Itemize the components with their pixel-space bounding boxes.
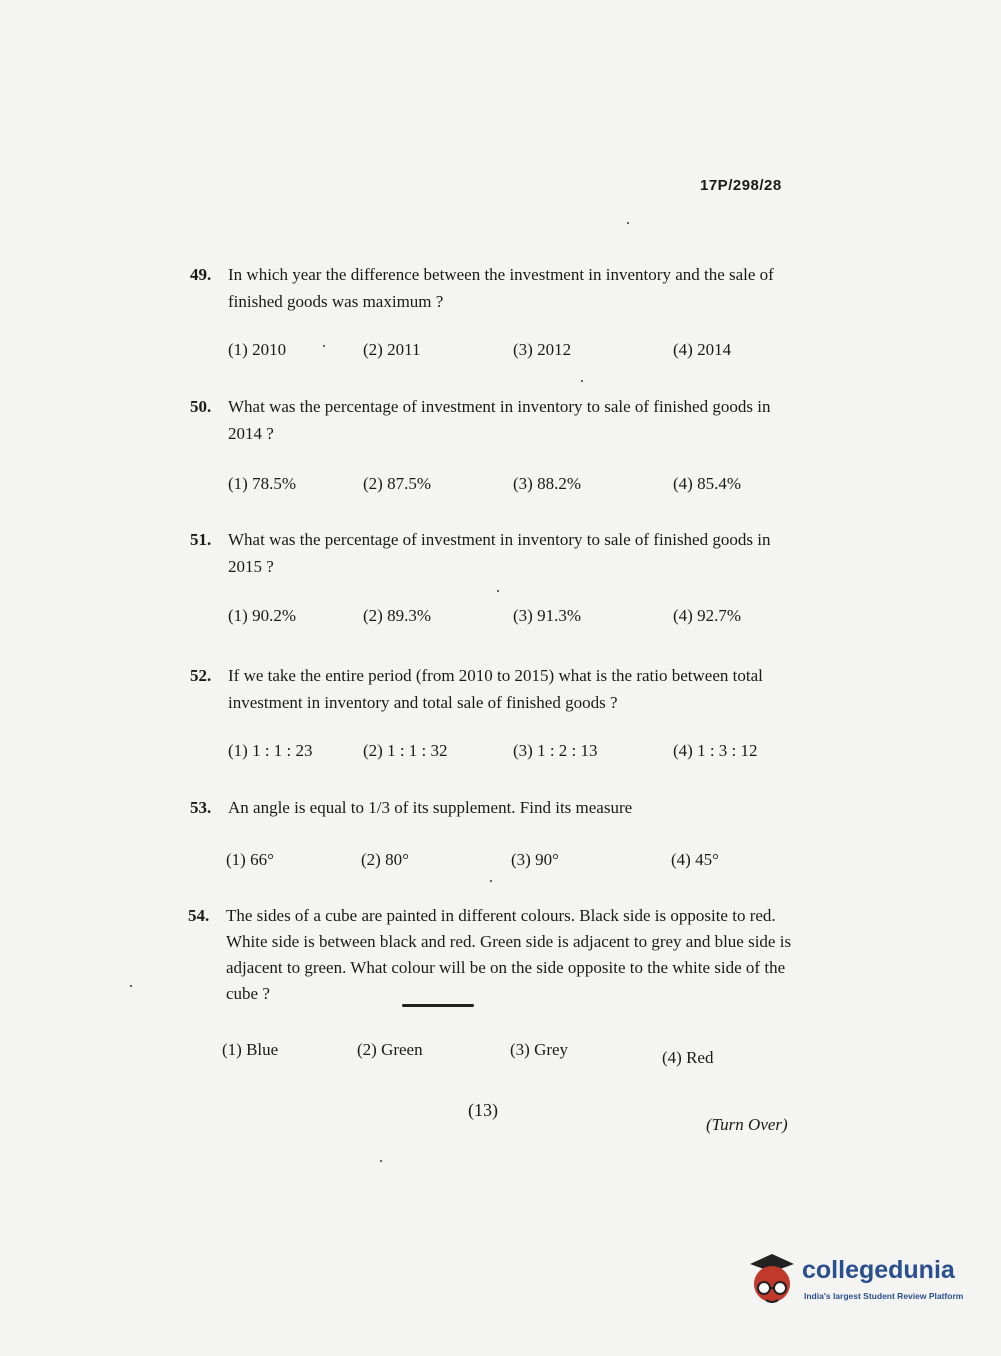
brand-tagline: India's largest Student Review Platform — [804, 1291, 964, 1301]
options-50 — [228, 474, 788, 500]
turn-over-note: (Turn Over) — [706, 1115, 788, 1134]
question-text: The sides of a cube are painted in different colours. Black side is opposite to red. White side is between black and red. Green side is adjacent to grey and blue side is adjacent to green. What colour will be on the side opposite to the white side of the cube ? — [226, 906, 792, 1003]
option-1: (1) Blue — [222, 1040, 279, 1059]
option-4: (4) 85.4% — [673, 474, 741, 493]
paper-code: 17P/298/28 — [700, 177, 782, 194]
option-1: (1) 90.2% — [228, 606, 296, 625]
speck — [323, 345, 325, 347]
option-2: (2) 1 : 1 : 32 — [363, 741, 448, 760]
speck — [380, 1160, 382, 1162]
question-text: An angle is equal to 1/3 of its supplement. Find its measure — [228, 798, 633, 817]
question-number: 53. — [190, 798, 212, 817]
options-52 — [228, 741, 788, 767]
question-number: 52. — [190, 666, 212, 685]
speck — [581, 380, 583, 382]
option-4: (4) 2014 — [673, 340, 732, 359]
option-2: (2) 89.3% — [363, 606, 431, 625]
option-4: (4) 1 : 3 : 12 — [673, 741, 758, 760]
options-51 — [228, 606, 788, 632]
option-3: (3) 88.2% — [513, 474, 581, 493]
options-53 — [226, 850, 786, 876]
question-number: 50. — [190, 397, 212, 416]
option-2: (2) 2011 — [363, 340, 421, 359]
option-3: (3) Grey — [510, 1040, 569, 1059]
option-1: (1) 2010 — [228, 340, 287, 359]
speck — [490, 880, 492, 882]
option-1: (1) 78.5% — [228, 474, 296, 493]
speck — [130, 985, 132, 987]
question-text: What was the percentage of investment in inventory to sale of finished goods in 2015 ? — [228, 530, 771, 576]
collegedunia-watermark — [742, 1250, 972, 1312]
option-4: (4) Red — [662, 1048, 714, 1067]
question-52 — [190, 662, 805, 716]
option-3: (3) 90° — [511, 850, 559, 869]
options-49 — [228, 340, 788, 366]
question-50 — [190, 393, 805, 447]
question-text: In which year the difference between the investment in inventory and the sale of finished goods was maximum ? — [228, 265, 774, 311]
question-number: 49. — [190, 265, 212, 284]
question-51 — [190, 526, 805, 580]
option-1: (1) 66° — [226, 850, 274, 869]
question-number: 54. — [188, 906, 210, 925]
option-2: (2) Green — [357, 1040, 423, 1059]
option-4: (4) 45° — [671, 850, 719, 869]
pen-scribble — [402, 1004, 474, 1007]
option-1: (1) 1 : 1 : 23 — [228, 741, 313, 760]
collegedunia-mascot-icon — [742, 1250, 800, 1312]
option-3: (3) 1 : 2 : 13 — [513, 741, 598, 760]
option-2: (2) 80° — [361, 850, 409, 869]
brand-name: collegedunia — [802, 1256, 955, 1284]
speck — [627, 222, 629, 224]
question-text: If we take the entire period (from 2010 to 2015) what is the ratio between total investment in inventory and total sale of finished goods ? — [228, 666, 763, 712]
option-4: (4) 92.7% — [673, 606, 741, 625]
question-number: 51. — [190, 530, 212, 549]
option-3: (3) 2012 — [513, 340, 572, 359]
speck — [497, 590, 499, 592]
question-49 — [190, 261, 805, 315]
option-3: (3) 91.3% — [513, 606, 581, 625]
options-54 — [222, 1040, 782, 1066]
question-text: What was the percentage of investment in inventory to sale of finished goods in 2014 ? — [228, 397, 771, 443]
question-54 — [188, 903, 803, 1007]
page-number: (13) — [468, 1100, 498, 1120]
option-2: (2) 87.5% — [363, 474, 431, 493]
question-53 — [190, 794, 805, 821]
